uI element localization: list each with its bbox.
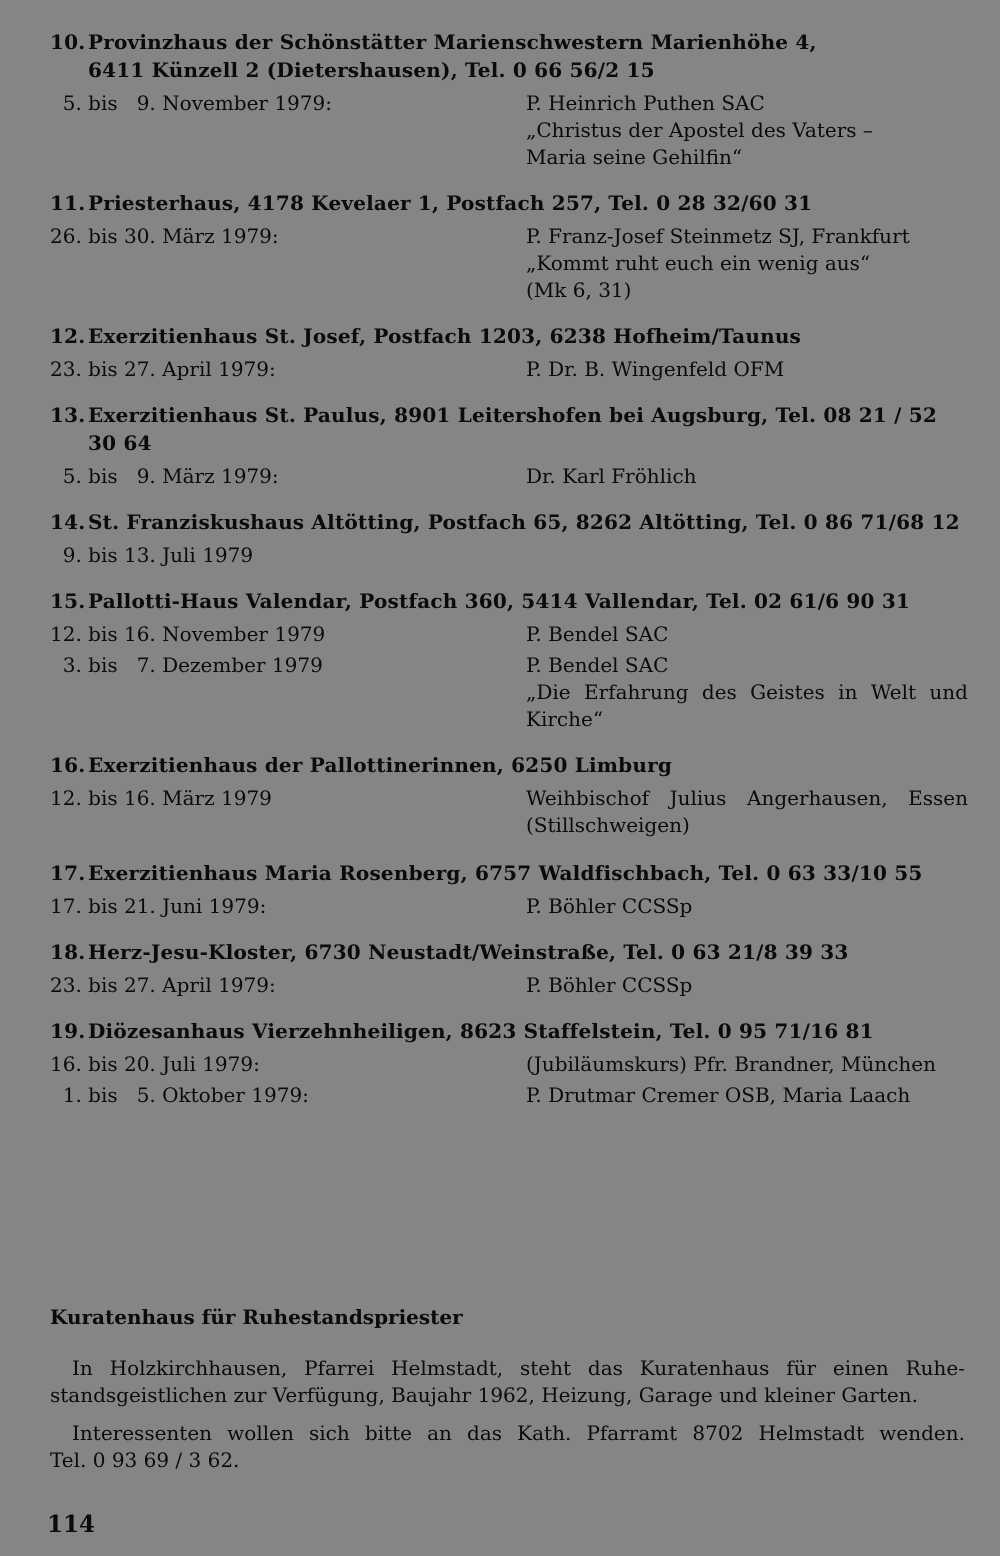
speaker-line: Dr. Karl Fröhlich — [526, 464, 697, 488]
row-speaker — [526, 542, 968, 569]
retreat-entry — [50, 401, 968, 490]
speaker-line: P. Dr. B. Wingenfeld OFM — [526, 357, 785, 381]
row-date: 12. bis 16. November 1979 — [50, 622, 326, 646]
entry-title-line: Exerzitienhaus St. Josef, Postfach 1203, 6238 Hofheim/Taunus — [88, 324, 802, 348]
schedule-row — [50, 621, 968, 648]
row-date: 5. bis 9. November 1979: — [50, 91, 332, 115]
paragraph-line: In Holzkirchhausen, Pfarrei Helmstadt, steht das Kuratenhaus für einen Ruhe- — [72, 1356, 965, 1380]
speaker-line: „Kommt ruht euch ein wenig aus“ — [526, 251, 871, 275]
retreat-entry — [50, 859, 968, 920]
entry-header — [50, 1017, 968, 1045]
schedule-row — [50, 652, 968, 733]
row-date: 23. bis 27. April 1979: — [50, 973, 276, 997]
entry-header — [50, 587, 968, 615]
row-speaker — [526, 621, 968, 648]
retreat-entry — [50, 189, 968, 304]
row-date: 3. bis 7. Dezember 1979 — [50, 653, 323, 677]
row-date: 26. bis 30. März 1979: — [50, 224, 279, 248]
schedule-row — [50, 785, 968, 839]
entry-rows — [50, 893, 968, 920]
entry-title — [88, 1017, 968, 1045]
speaker-line: P. Bendel SAC — [526, 622, 669, 646]
speaker-line: „Christus der Apostel des Vaters – — [526, 118, 873, 142]
entry-number: 10. — [50, 30, 86, 54]
entry-title — [88, 508, 968, 536]
entry-title — [88, 189, 968, 217]
entries-list — [50, 28, 968, 1127]
row-speaker — [526, 893, 968, 920]
entry-title — [88, 401, 968, 457]
entry-header — [50, 508, 968, 536]
row-speaker — [526, 1051, 968, 1078]
entry-title-line: Diözesanhaus Vierzehnheiligen, 8623 Staffelstein, Tel. 0 95 71/16 81 — [88, 1019, 874, 1043]
entry-title — [88, 587, 968, 615]
entry-title-line: Provinzhaus der Schönstätter Marienschwestern Marienhöhe 4, — [88, 30, 817, 54]
entry-title — [88, 938, 968, 966]
schedule-row — [50, 1082, 968, 1109]
entry-title-line: 6411 Künzell 2 (Dietershausen), Tel. 0 66 56/2 15 — [88, 58, 655, 82]
entry-number: 18. — [50, 940, 86, 964]
schedule-row — [50, 542, 968, 569]
entry-rows — [50, 1051, 968, 1109]
speaker-line: P. Bendel SAC — [526, 653, 669, 677]
entry-title-line: Priesterhaus, 4178 Kevelaer 1, Postfach 257, Tel. 0 28 32/60 31 — [88, 191, 813, 215]
retreat-entry — [50, 28, 968, 171]
entry-number: 13. — [50, 403, 86, 427]
speaker-line: P. Drutmar Cremer OSB, Maria Laach — [526, 1083, 911, 1107]
entry-header — [50, 859, 968, 887]
row-speaker — [526, 1082, 968, 1109]
row-date: 1. bis 5. Oktober 1979: — [50, 1083, 309, 1107]
retreat-entry — [50, 508, 968, 569]
entry-rows — [50, 621, 968, 733]
entry-number: 11. — [50, 191, 86, 215]
section-paragraph-2 — [50, 1420, 965, 1474]
section-paragraph-1 — [50, 1355, 965, 1409]
entry-number: 16. — [50, 753, 86, 777]
entry-header — [50, 189, 968, 217]
schedule-row — [50, 90, 968, 171]
speaker-line: (Mk 6, 31) — [526, 278, 632, 302]
speaker-line: Maria seine Gehilfin“ — [526, 145, 743, 169]
entry-rows — [50, 972, 968, 999]
entry-number: 12. — [50, 324, 86, 348]
retreat-entry — [50, 1017, 968, 1109]
entry-title — [88, 859, 968, 887]
page-number: 114 — [47, 1511, 96, 1538]
speaker-line: Kirche“ — [526, 707, 604, 731]
entry-title-line: Exerzitienhaus der Pallottinerinnen, 6250 Limburg — [88, 753, 672, 777]
entry-rows — [50, 463, 968, 490]
entry-title-line: St. Franziskushaus Altötting, Postfach 65, 8262 Altötting, Tel. 0 86 71/68 12 — [88, 510, 960, 534]
row-date: 12. bis 16. März 1979 — [50, 786, 272, 810]
paragraph-line: standsgeistlichen zur Verfügung, Baujahr 1962, Heizung, Garage und kleiner Garten. — [50, 1383, 918, 1407]
entry-rows — [50, 785, 968, 839]
entry-rows — [50, 90, 968, 171]
entry-rows — [50, 542, 968, 569]
row-speaker — [526, 972, 968, 999]
row-speaker — [526, 223, 968, 304]
row-date: 16. bis 20. Juli 1979: — [50, 1052, 260, 1076]
entry-title-line: Pallotti-Haus Valendar, Postfach 360, 5414 Vallendar, Tel. 02 61/6 90 31 — [88, 589, 911, 613]
row-date: 9. bis 13. Juli 1979 — [50, 543, 254, 567]
speaker-line: P. Böhler CCSSp — [526, 973, 693, 997]
schedule-row — [50, 1051, 968, 1078]
schedule-row — [50, 972, 968, 999]
row-speaker — [526, 463, 968, 490]
entry-title — [88, 322, 968, 350]
section-title: Kuratenhaus für Ruhestandspriester — [50, 1305, 463, 1329]
retreat-entry — [50, 587, 968, 733]
entry-number: 14. — [50, 510, 86, 534]
entry-header — [50, 401, 968, 457]
row-date: 5. bis 9. März 1979: — [50, 464, 279, 488]
row-speaker — [526, 356, 968, 383]
schedule-row — [50, 463, 968, 490]
speaker-line: „Die Erfahrung des Geistes in Welt und — [526, 680, 968, 704]
row-date: 17. bis 21. Juni 1979: — [50, 894, 267, 918]
row-speaker — [526, 90, 968, 171]
paragraph-line: Interessenten wollen sich bitte an das Kath. Pfarramt 8702 Helmstadt wenden. — [72, 1421, 965, 1445]
speaker-line: Weihbischof Julius Angerhausen, Essen — [526, 786, 968, 810]
speaker-line: P. Franz-Josef Steinmetz SJ, Frankfurt — [526, 224, 910, 248]
row-date: 23. bis 27. April 1979: — [50, 357, 276, 381]
entry-header — [50, 322, 968, 350]
entry-number: 19. — [50, 1019, 86, 1043]
schedule-row — [50, 356, 968, 383]
entry-header — [50, 28, 968, 84]
retreat-entry — [50, 751, 968, 839]
speaker-line: (Stillschweigen) — [526, 813, 690, 837]
schedule-row — [50, 223, 968, 304]
speaker-line: (Jubiläumskurs) Pfr. Brandner, München — [526, 1052, 936, 1076]
entry-number: 15. — [50, 589, 86, 613]
entry-rows — [50, 356, 968, 383]
speaker-line: P. Böhler CCSSp — [526, 894, 693, 918]
retreat-entry — [50, 938, 968, 999]
retreat-entry — [50, 322, 968, 383]
row-speaker — [526, 785, 968, 839]
speaker-line: P. Heinrich Puthen SAC — [526, 91, 765, 115]
entry-rows — [50, 223, 968, 304]
entry-title-line: Herz-Jesu-Kloster, 6730 Neustadt/Weinstraße, Tel. 0 63 21/8 39 33 — [88, 940, 849, 964]
schedule-row — [50, 893, 968, 920]
entry-title-line: Exerzitienhaus Maria Rosenberg, 6757 Waldfischbach, Tel. 0 63 33/10 55 — [88, 861, 923, 885]
entry-number: 17. — [50, 861, 86, 885]
entry-title — [88, 751, 968, 779]
entry-header — [50, 751, 968, 779]
entry-title-line: Exerzitienhaus St. Paulus, 8901 Leitershofen bei Augsburg, Tel. 08 21 / 52 30 64 — [88, 403, 938, 455]
paragraph-line: Tel. 0 93 69 / 3 62. — [50, 1448, 240, 1472]
entry-header — [50, 938, 968, 966]
row-speaker — [526, 652, 968, 733]
entry-title — [88, 28, 968, 84]
